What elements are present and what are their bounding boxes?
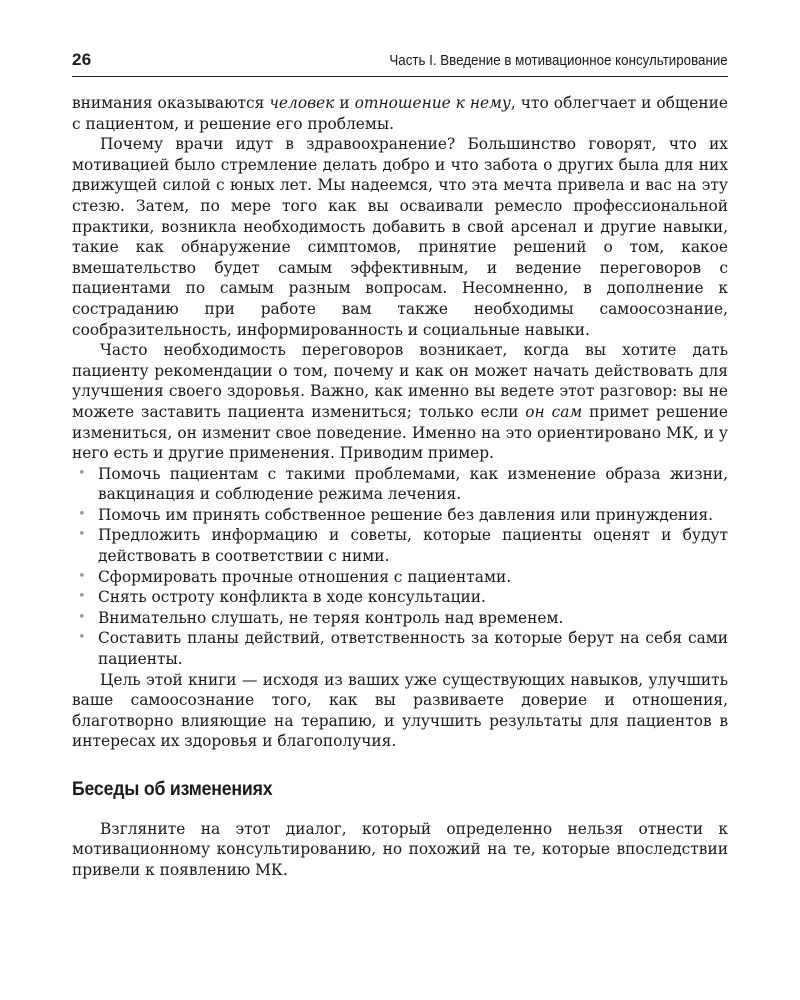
list-item: • Внимательно слушать, не теряя контроль над временем. <box>78 608 564 627</box>
italic-term-attitude: отношение к нему <box>354 94 511 112</box>
italic-term-himself: он сам <box>525 402 583 421</box>
page-number: 26 <box>72 50 92 69</box>
list-item: • Помочь пациентам с такими проблемами, как изменение образа жизни, вакцинация и соблюдение режима лечения. <box>78 464 728 504</box>
italic-term-person: человек <box>269 94 335 112</box>
bullet-list <box>72 464 728 670</box>
paragraph-1: внимания оказываются человек и отношение к нему, что облегчает и общение с пациентом, и решение его проблемы. <box>72 94 728 133</box>
paragraph-2: Почему врачи идут в здравоохранение? Большинство говорят, что их мотивацией было стремление делать добро и что забота о других была для них движущей силой с юных лет. Мы надеемся, что эта мечта привела и вас на эту стезю. Затем, по мере того как вы осваивали ремесло профессиональной практики, возникла необходимость добавить в свой арсенал и другие навыки, такие как обнаружение симптомов, принятие решений о том, какое вмешательство будет самым эффективным, и ведение переговоров с пациентами по самым разным вопросам. Несомненно, в дополнение к состраданию при работе вам также необходимы самоосознание, сообразительность, информированность и социальные навыки. <box>72 135 728 339</box>
book-page <box>72 50 728 880</box>
list-item: • Помочь им принять собственное решение без давления или принуждения. <box>78 505 714 524</box>
bullet-icon: • <box>78 609 86 625</box>
bullet-icon: • <box>78 589 86 605</box>
bullet-icon: • <box>78 568 86 584</box>
bullet-icon: • <box>78 630 86 646</box>
page-body <box>72 93 728 880</box>
running-head: Часть I. Введение в мотивационное консультирование <box>389 53 728 69</box>
paragraph-4: Цель этой книги — исходя из ваших уже существующих навыков, улучшить ваше самоосознание того, как вы развиваете доверие и отношения, благотворно влияющие на терапию, и улучшить результаты для пациентов в интересах их здоровья и благополучия. <box>72 670 728 751</box>
bullet-icon: • <box>78 506 86 522</box>
list-item: • Сформировать прочные отношения с пациентами. <box>78 567 512 586</box>
paragraph-5: Взгляните на этот диалог, который определенно нельзя отнести к мотивационному консультированию, но похожий на те, которые впоследствии привели к появлению МК. <box>72 819 728 879</box>
page-header <box>72 50 728 77</box>
paragraph-3: Часто необходимость переговоров возникает, когда вы хотите дать пациенту рекомендации о том, почему и как он может начать действовать для улучшения своего здоровья. Важно, как именно вы ведете этот разговор: вы не можете заставить пациента измениться; только если он сам примет решение измениться, он изменит свое поведение. Именно на это ориентировано МК, и у него есть и другие применения. Приводим пример. <box>72 341 728 463</box>
section-heading: Беседы об изменениях <box>72 779 273 800</box>
list-item: • Снять остроту конфликта в ходе консультации. <box>78 588 486 607</box>
list-item: • Составить планы действий, ответственность за которые берут на себя сами пациенты. <box>78 629 728 669</box>
bullet-icon: • <box>78 527 86 543</box>
list-item: • Предложить информацию и советы, которые пациенты оценят и будут действовать в соответствии с ними. <box>78 526 728 566</box>
bullet-icon: • <box>78 465 86 481</box>
